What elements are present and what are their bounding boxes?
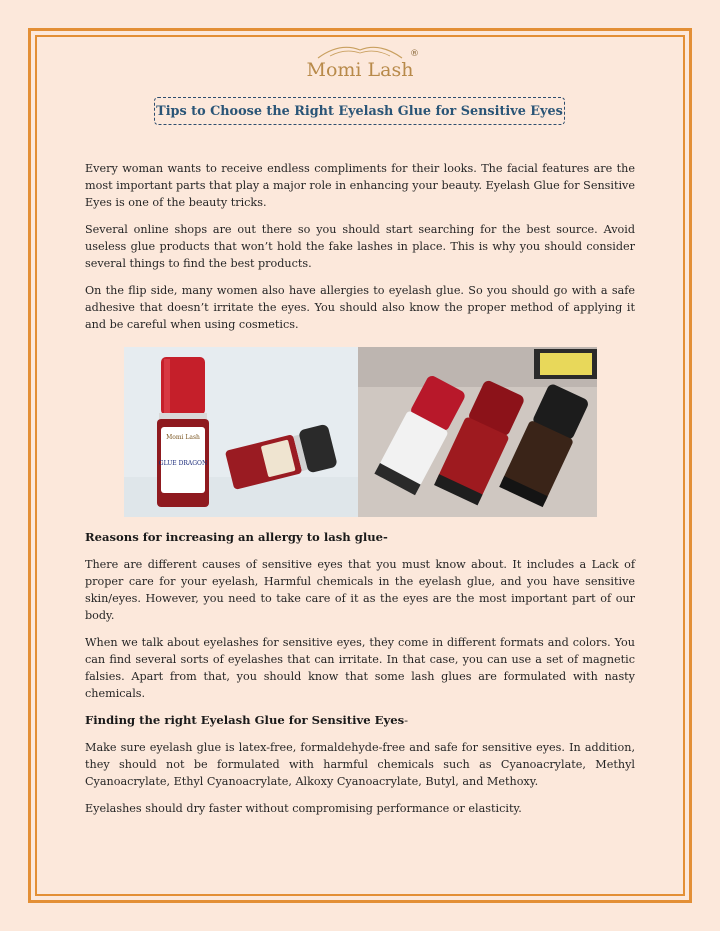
registered-mark: ® [410,49,419,59]
product-photo-left [124,347,358,517]
section-heading-finding [85,712,635,729]
section-heading-text: Finding the right Eyelash Glue for Sensitive Eyes [85,713,405,727]
page-title: Tips to Choose the Right Eyelash Glue for Sensitive Eyes [156,103,563,119]
section-paragraph: Make sure eyelash glue is latex-free, formaldehyde-free and safe for sensitive eyes. In addition, they should not be formulated with harmful chemicals such as Cyanoacrylate, Methyl Cyanoacrylate, Ethyl Cyanoacrylate, Alkoxy Cyanoacrylate, Butyl, and Methoxy. [85,741,635,788]
section-paragraph: When we talk about eyelashes for sensitive eyes, they come in different formats and colors. You can find several sorts of eyelashes that can irritate. In that case, you can use a set of magnetic falsies. Apart from that, you should know that some lash glues are formulated with nasty chemicals. [85,636,635,700]
logo-text: Momi Lash [306,59,414,81]
intro-paragraph: Several online shops are out there so you should start searching for the best source. Avoid useless glue products that won’t hold the fake lashes in place. This is why you should consider several things to find the best products. [85,223,635,270]
section-paragraph: Eyelashes should dry faster without compromising performance or elasticity. [85,802,522,815]
title-box [154,97,565,125]
product-photos [124,347,597,517]
intro-section [85,160,635,343]
brand-logo [0,40,720,92]
product-photo-right [358,347,597,517]
body-sections [85,529,635,827]
logo-mark [300,40,420,88]
section-heading-allergy: Reasons for increasing an allergy to lash glue- [85,530,388,544]
bottle-label-brand: Momi Lash [166,434,200,441]
section-heading-suffix: - [404,713,409,727]
intro-paragraph: Every woman wants to receive endless compliments for their looks. The facial features are the most important parts that play a major role in enhancing your beauty. Eyelash Glue for Sensitive Eyes is one of the beauty tricks. [85,162,635,209]
section-paragraph: There are different causes of sensitive eyes that you must know about. It includes a Lack of proper care for your eyelash, Harmful chemicals in the eyelash glue, and you have sensitive skin/eyes. However, you need to take care of it as the eyes are the most important part of our body. [85,558,635,622]
bottle-label-name: GLUE DRAGON [158,460,208,467]
intro-paragraph: On the flip side, many women also have allergies to eyelash glue. So you should go with a safe adhesive that doesn’t irritate the eyes. You should also know the proper method of applying it and be careful when using cosmetics. [85,284,635,331]
